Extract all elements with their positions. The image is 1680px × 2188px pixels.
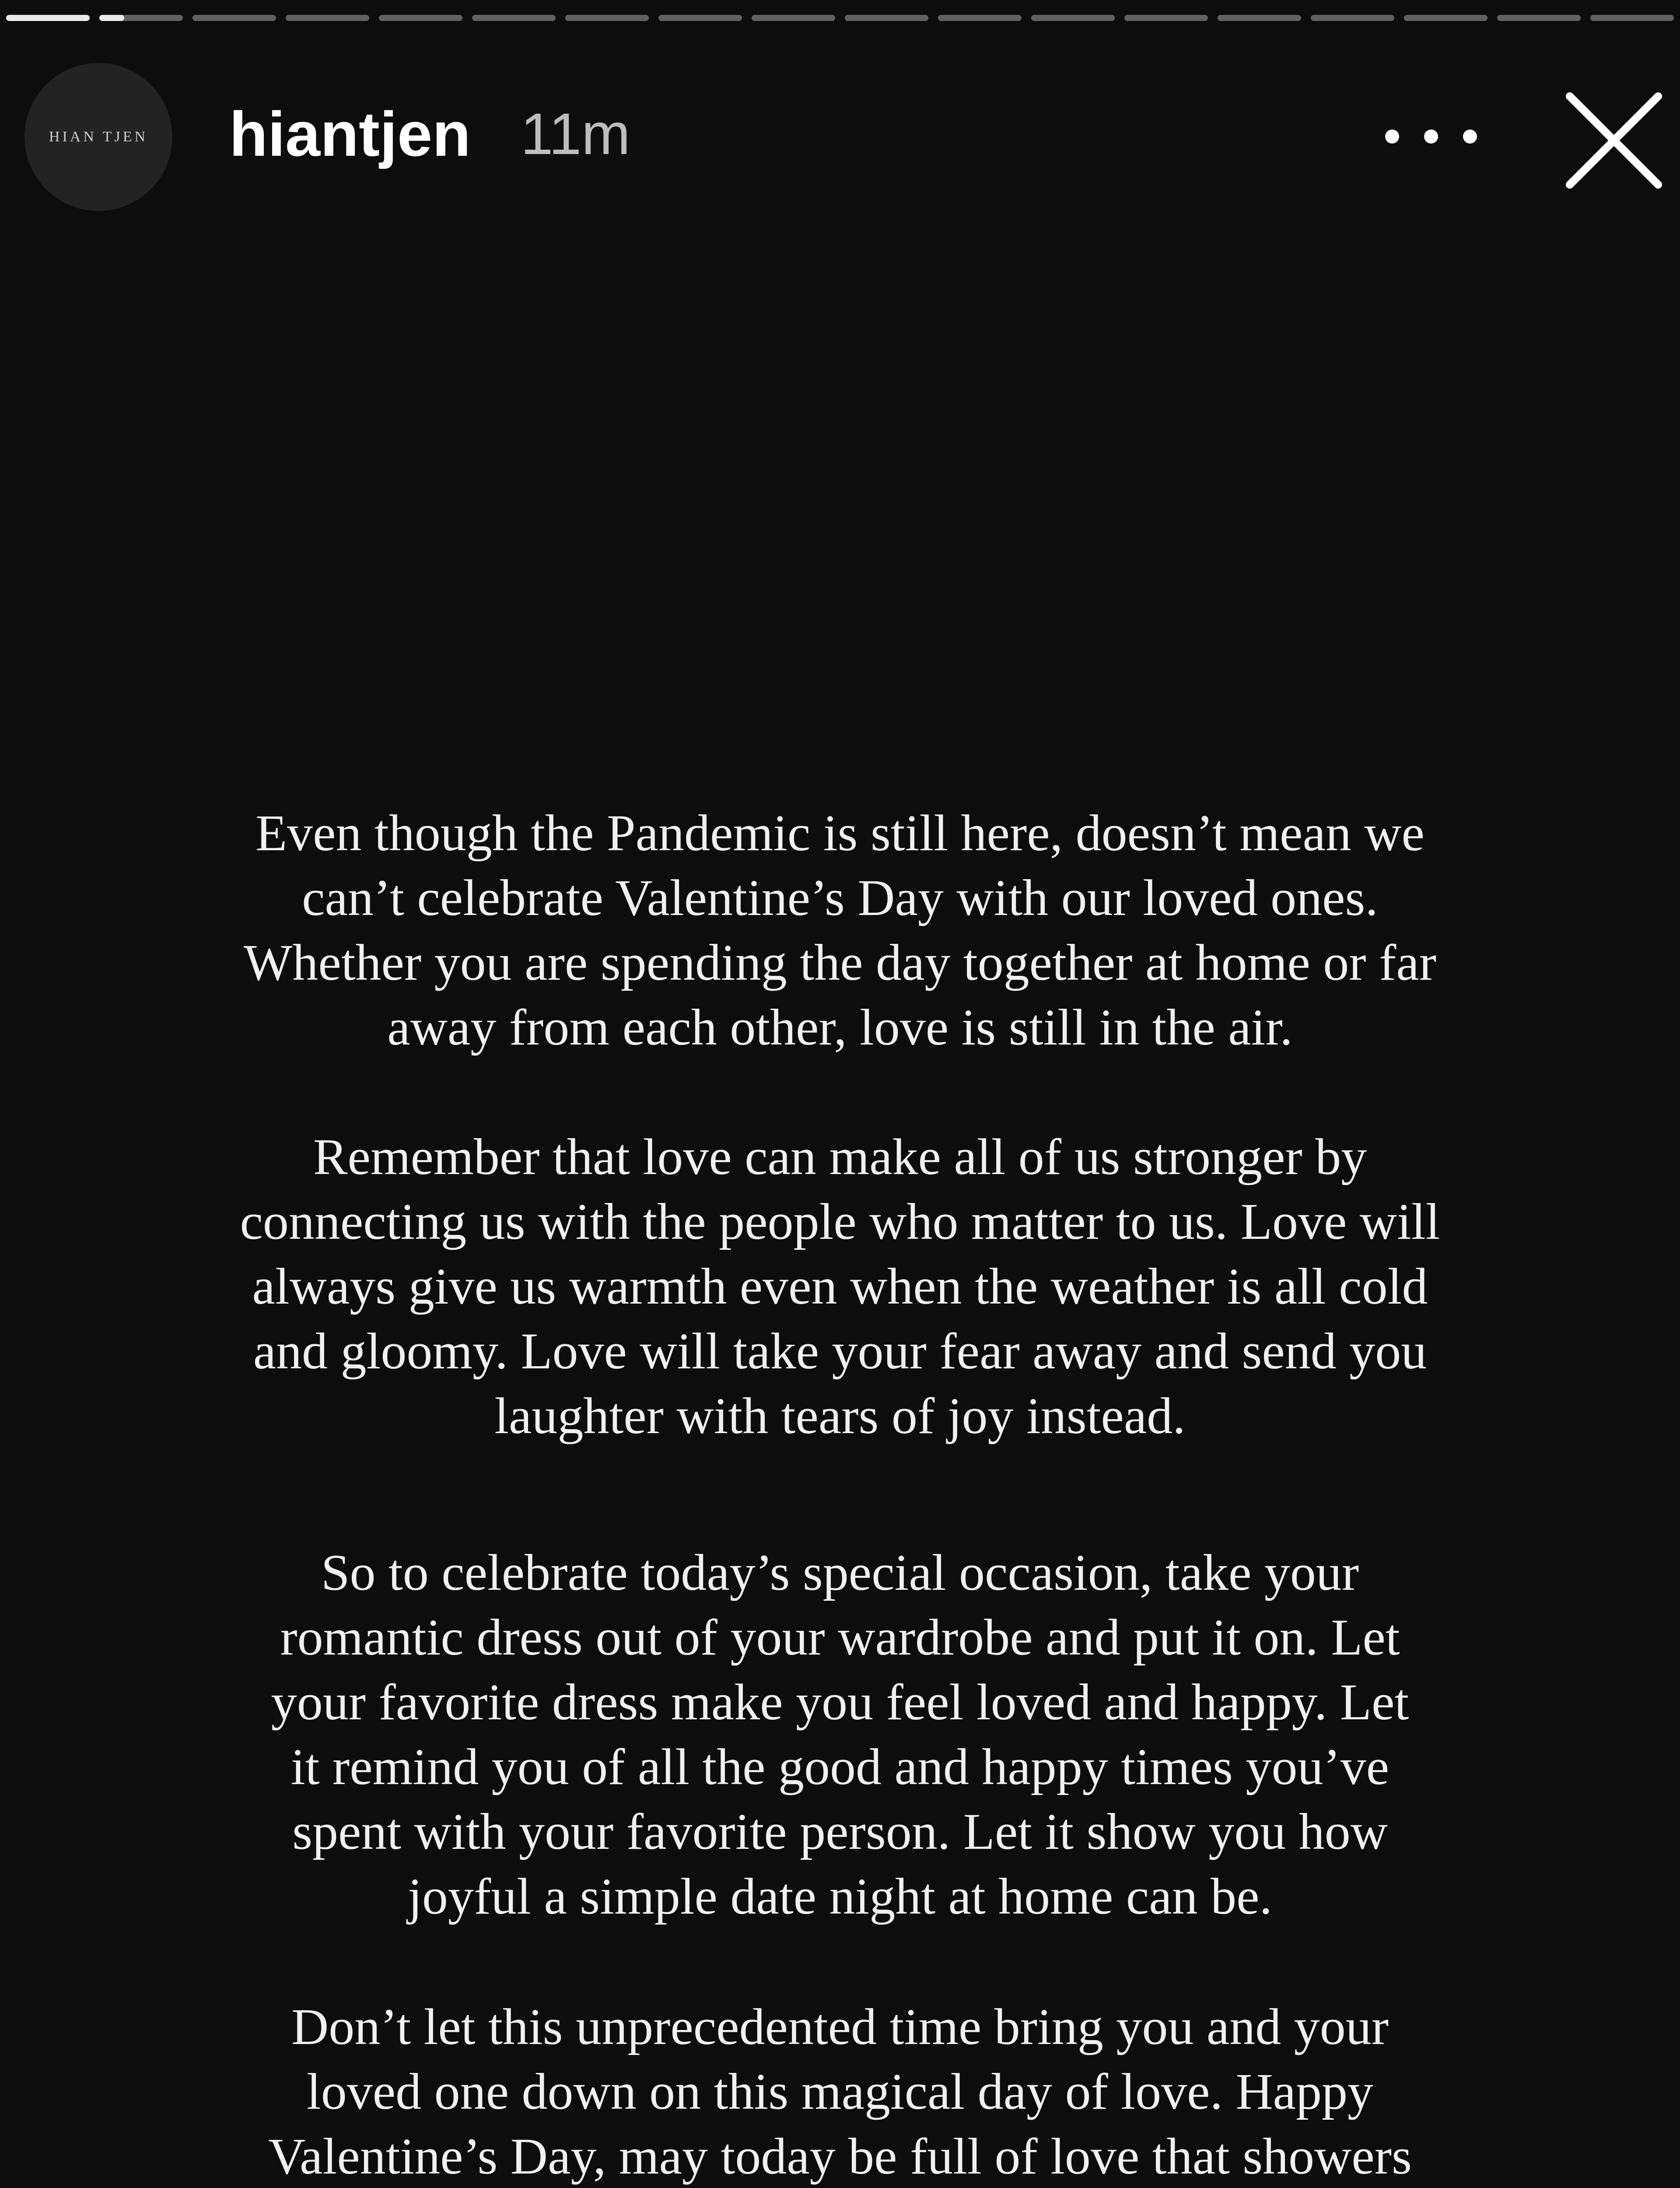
story-line: Remember that love can make all of us stronger by [313,1128,1367,1185]
story-paragraph [144,1125,1536,1448]
avatar[interactable] [24,63,172,211]
progress-segment [845,15,928,21]
close-icon[interactable] [1560,87,1668,194]
username[interactable]: hiantjen [229,99,471,169]
progress-segment [6,15,90,21]
story-line: joyful a simple date night at home can be. [408,1868,1272,1925]
story-line: connecting us with the people who matter to us. Love will [240,1193,1440,1250]
progress-segment [1497,15,1581,21]
story-text [144,801,1536,2188]
story-line: loved one down on this magical day of love. Happy [306,2063,1374,2120]
progress-segment [938,15,1022,21]
story-line: your favorite dress make you feel loved and happy. Let [271,1673,1409,1731]
progress-segment [1218,15,1301,21]
story-line: it remind you of all the good and happy times you’ve [290,1738,1390,1795]
story-line: can’t celebrate Valentine’s Day with our loved ones. [302,869,1378,926]
story-line: always give us warmth even when the weather is all cold [252,1258,1428,1315]
progress-segment [472,15,556,21]
progress-segment [99,15,183,21]
story-line: Whether you are spending the day together at home or far [243,934,1437,991]
progress-segment [1031,15,1115,21]
story-line: Don’t let this unprecedented time bring you and your [291,1998,1389,2055]
progress-segment [192,15,276,21]
story-paragraph [144,1540,1536,1929]
story-paragraph [144,1995,1536,2188]
story-line: Valentine’s Day, may today be full of love that showers [268,2128,1412,2185]
story-paragraph [144,801,1536,1060]
story-line: laughter with tears of joy instead. [494,1387,1186,1445]
story-line: romantic dress out of your wardrobe and put it on. Let [280,1609,1400,1666]
progress-segment [1124,15,1208,21]
story-progress-bar [6,15,1674,23]
progress-segment [658,15,742,21]
story-line: away from each other, love is still in the air. [387,999,1293,1056]
progress-segment [1590,15,1674,21]
story-line: Even though the Pandemic is still here, doesn’t mean we [256,804,1424,862]
progress-segment [752,15,835,21]
progress-segment [1311,15,1394,21]
more-icon[interactable] [1385,115,1477,158]
progress-segment [286,15,369,21]
progress-segment [379,15,462,21]
story-line: So to celebrate today’s special occasion, take your [321,1544,1359,1601]
progress-segment [1404,15,1488,21]
post-time: 11m [521,102,630,167]
story-line: spent with your favorite person. Let it show you how [292,1803,1388,1860]
story-line: and gloomy. Love will take your fear away and send you [253,1322,1427,1380]
avatar-label: HIAN TJEN [49,129,148,145]
progress-segment [565,15,649,21]
